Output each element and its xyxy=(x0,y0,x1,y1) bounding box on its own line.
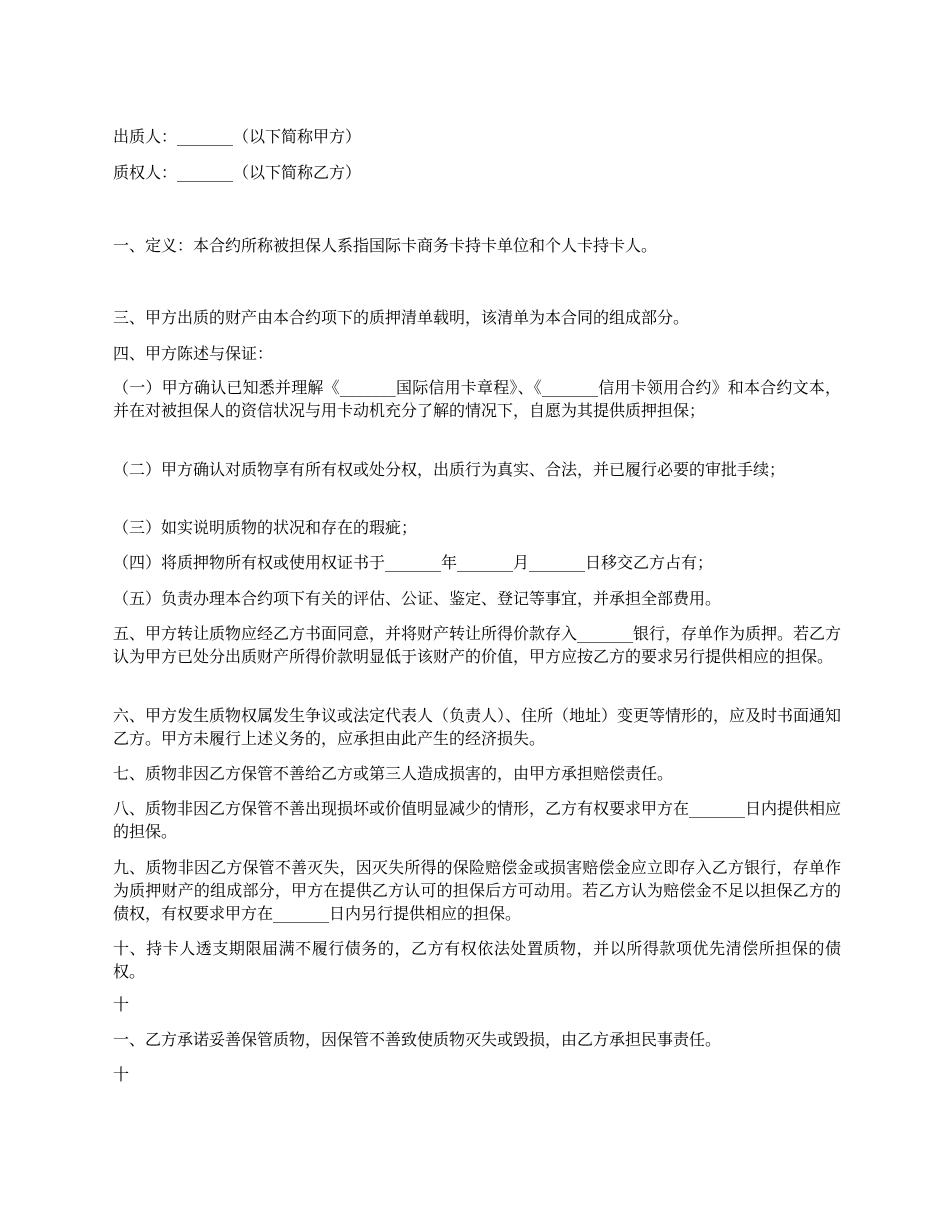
clause-4-item-4: （四）将质押物所有权或使用权证书于_______年_______月_______日移交乙方占有； xyxy=(113,553,714,572)
clause-4-item-3: （三）如实说明质物的状况和存在的瑕疵； xyxy=(113,518,418,537)
clause-4-item-2: （二）甲方确认对质物享有所有权或处分权，出质行为真实、合法，并已履行必要的审批手续； xyxy=(113,460,786,479)
clause-4-heading: 四、甲方陈述与保证： xyxy=(113,344,274,363)
clause-4-item-1: （一）甲方确认已知悉并理解《_______国际信用卡章程》、《_______信用卡领用合约》和本合约文本，并在对被担保人的资信状况与用卡动机充分了解的情况下，自愿为其提供质押担保； xyxy=(113,378,841,420)
pledgee-line: 质权人：_______（以下简称乙方） xyxy=(113,163,362,182)
clause-11-number: 十 xyxy=(113,995,130,1014)
clause-12-number: 十 xyxy=(113,1065,130,1084)
pledgor-line: 出质人：_______（以下简称甲方） xyxy=(113,127,362,146)
clause-3-pledged-property: 三、甲方出质的财产由本合约项下的质押清单载明，该清单为本合同的组成部分。 xyxy=(113,308,690,327)
clause-4-item-5: （五）负责办理本合约项下有关的评估、公证、鉴定、登记等事宜，并承担全部费用。 xyxy=(113,589,722,608)
clause-1-definition: 一、定义：本合约所称被担保人系指国际卡商务卡持卡单位和个人卡持卡人。 xyxy=(113,236,658,255)
clause-11-body: 一、乙方承诺妥善保管质物，因保管不善致使质物灭失或毁损，由乙方承担民事责任。 xyxy=(113,1030,722,1049)
clause-7-liability: 七、质物非因乙方保管不善给乙方或第三人造成损害的，由甲方承担赔偿责任。 xyxy=(113,764,674,783)
clause-5-transfer: 五、甲方转让质物应经乙方书面同意，并将财产转让所得价款存入_______银行，存单作为质押。若乙方认为甲方已处分出质财产所得价款明显低于该财产的价值，甲方应按乙方的要求另行提供相应的担保。 xyxy=(113,624,842,666)
clause-8-damage: 八、质物非因乙方保管不善出现损坏或价值明显减少的情形，乙方有权要求甲方在_______日内提供相应的担保。 xyxy=(113,799,842,841)
clause-9-loss: 九、质物非因乙方保管不善灭失，因灭失所得的保险赔偿金或损害赔偿金应立即存入乙方银行，存单作为质押财产的组成部分，甲方在提供乙方认可的担保后方可动用。若乙方认为赔偿金不足以担保乙方的债权，有权要求甲方在_______日内另行提供相应的担保。 xyxy=(113,858,841,923)
clause-10-disposal: 十、持卡人透支期限届满不履行债务的，乙方有权依法处置质物，并以所得款项优先清偿所担保的债权。 xyxy=(113,939,841,981)
clause-6-dispute: 六、甲方发生质物权属发生争议或法定代表人（负责人）、住所（地址）变更等情形的，应及时书面通知乙方。甲方未履行上述义务的，应承担由此产生的经济损失。 xyxy=(113,706,842,748)
